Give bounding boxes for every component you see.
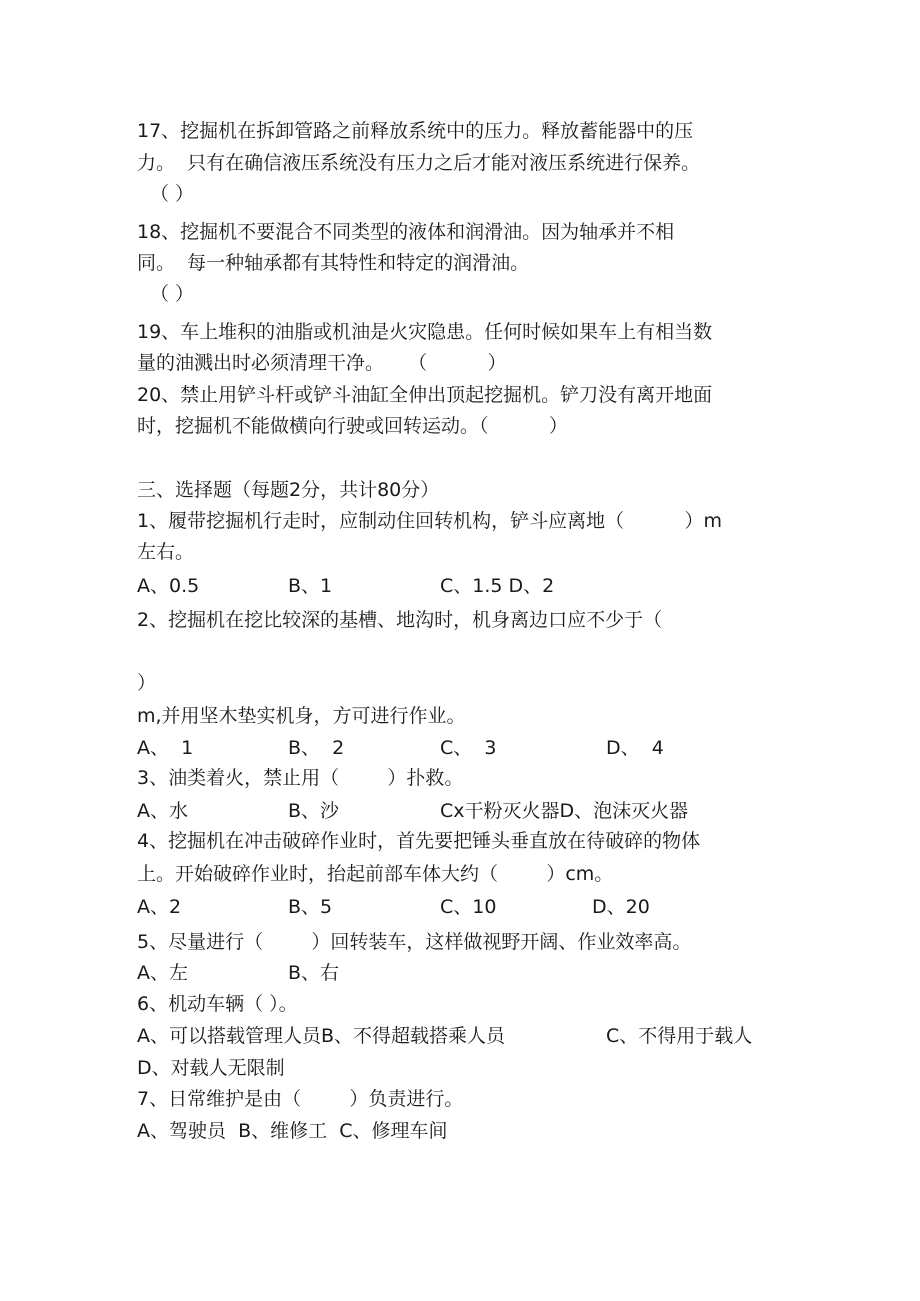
q18-line-2: 同。 每一种轴承都有其特性和特定的润滑油。 xyxy=(137,252,530,274)
q17-answer-blank: （ ） xyxy=(150,183,195,205)
c1-option-b: B、1 xyxy=(288,575,333,597)
c7-options: A、驾驶员 B、维修工 C、修理车间 xyxy=(137,1120,448,1142)
q20-line-1: 20、禁止用铲斗杆或铲斗油缸全伸出顶起挖掘机。铲刀没有离开地面 xyxy=(137,384,713,406)
q19-line-1: 19、车上堆积的油脂或机油是火灾隐患。任何时候如果车上有相当数 xyxy=(137,321,713,343)
c4-line-1: 4、挖掘机在冲击破碎作业时，首先要把锤头垂直放在待破碎的物体 xyxy=(137,830,701,852)
c6-option-ab: A、可以搭载管理人员B、不得超载搭乘人员 xyxy=(137,1025,506,1047)
c3-option-cd: Cx干粉灭火器D、泡沫灭火器 xyxy=(440,800,689,822)
c3-line-1: 3、油类着火，禁止用（ ）扑救。 xyxy=(137,767,464,789)
q18-answer-blank: （ ） xyxy=(150,283,195,305)
q19-line-2: 量的油溅出时必须清理干净。 （ ） xyxy=(137,352,507,374)
c4-line-2: 上。开始破碎作业时，抬起前部车体大约（ ）cm。 xyxy=(137,863,614,885)
q20-line-2: 时，挖掘机不能做横向行驶或回转运动。（ ） xyxy=(137,415,568,437)
c3-option-b: B、沙 xyxy=(288,800,340,822)
c4-option-d: D、20 xyxy=(592,896,650,918)
c7-line-1: 7、日常维护是由（ ）负责进行。 xyxy=(137,1088,464,1110)
c2-line-1: 2、挖掘机在挖比较深的基槽、地沟时，机身离边口应不少于（ xyxy=(137,609,663,631)
q17-line-1: 17、挖掘机在拆卸管路之前释放系统中的压力。释放蓄能器中的压 xyxy=(137,120,694,142)
q17-line-2: 力。 只有在确信液压系统没有压力之后才能对液压系统进行保养。 xyxy=(137,152,701,174)
section-heading: 三、选择题（每题2分，共计80分） xyxy=(137,479,440,501)
c4-option-a: A、2 xyxy=(137,896,182,918)
c2-line-3: m,并用坚木垫实机身，方可进行作业。 xyxy=(137,705,466,727)
c6-option-c: C、不得用于载人 xyxy=(606,1025,753,1047)
c2-option-b: B、 2 xyxy=(288,737,345,759)
c1-option-a: A、0.5 xyxy=(137,575,200,597)
c1-line-2: 左右。 xyxy=(137,541,195,563)
c6-line-1: 6、机动车辆（ ）。 xyxy=(137,993,298,1015)
c5-option-b: B、右 xyxy=(288,962,340,984)
c5-line-1: 5、尽量进行（ ）回转装车，这样做视野开阔、作业效率高。 xyxy=(137,931,692,953)
c2-option-a: A、 1 xyxy=(137,737,194,759)
q18-line-1: 18、挖掘机不要混合不同类型的液体和润滑油。因为轴承并不相 xyxy=(137,221,675,243)
c4-option-c: C、10 xyxy=(440,896,497,918)
c2-option-c: C、 3 xyxy=(440,737,497,759)
c6-option-d: D、对载人无限制 xyxy=(137,1057,285,1079)
c5-option-a: A、左 xyxy=(137,962,188,984)
c1-line-1: 1、履带挖掘机行走时，应制动住回转机构，铲斗应离地（ ）m xyxy=(137,510,722,532)
c2-line-2: ） xyxy=(137,672,157,694)
c4-option-b: B、5 xyxy=(288,896,333,918)
c1-option-c: C、1.5 D、2 xyxy=(440,575,555,597)
c2-option-d: D、 4 xyxy=(606,737,664,759)
c3-option-a: A、水 xyxy=(137,800,188,822)
